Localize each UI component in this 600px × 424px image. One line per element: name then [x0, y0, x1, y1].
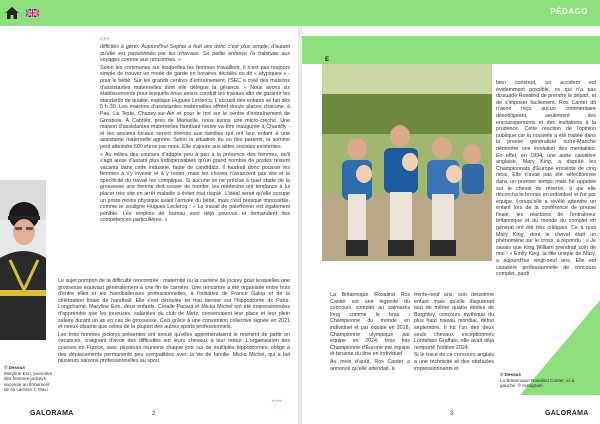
paragraph: bien construit, un accident est évidemment possible, ce qui n'a pas dissuadé Rosalind de prendre le départ, et de s'imposer facilement. Ros Canter dit n'avoir reçu aucun commentaire désobligeant, seulement des encouragements et des invitations à la prudence. Cette réaction de l'opinion publique car la nouvelle a été traitée dans la presse généraliste outre-Manche démontre une évolution des mentalités. En effet, en 1994, une autre cavalière anglaise, Mary King, a disputé les Championnats d'Europe enceinte de cinq mois. Elle n'avait pas été sélectionnée dans un premier temps mais fut appelée sur le cheval de réserve, à qui elle décrocha le bronze en individuel et l'or par équipe. Lorsqu'elle a révélé attendre un enfant lors de la conférence de presse finale, les réactions de l'entraîneur britannique et du monde du complet en général ont été très critiques. Ce à quoi Mary King, dont le cheval était un phénomène sur le cross, a répondu : « Je savais que King William prendrait soin de moi ! » Emily King, la fille unique de Mary, a aujourd'hui vingt-neuf ans. Elle est cavalière professionnelle de concours complet, pardi: [496, 80, 596, 278]
left-text-bottom: [58, 278, 290, 366]
green-band: [302, 36, 600, 64]
paragraph: trente-neuf ans, son deuxième enfant mais qu'elle disputerait tout de même quatre étoiles de Burghley, concours mythique du plus haut niveau mondial, début septembre. Il fut l'un des deux seuls chevaux exceptionnels Lordships Graffalo, elle avait déjà remporté l'édition 2024.: [414, 292, 494, 351]
paragraph: Selon les communes sur lesquelles les femmes travaillent, il n'est pas toujours simple de trouver un mode de garde en horaires décalés ou dit « atypiques » - pour le bébé. Sur les grands centres d'entraînement, l'SEC a créé des maisons d'assistantes maternelles dont elle délègue la gérance. « Nous avons six établissements pour lesquels nous avons conduit les travaux afin de garantir les standards de qualité, explique Hugues Leclercq. L'accueil des enfants se fait dès 5 h 30. Les maisons d'assistantes maternelles offrent douze places chacune, à Pau, La Teste, Chazey-sur-Ain et pour le trot sur le centre d'entraînement de Grosbois. À Cabriès, près de Marseille, nous avons une micro-crèche. Une maison d'assistantes maternelles flambant neuve va être inaugurée à Chantilly - et les anciens locaux seront donnés aux familles qui ont leur enfant à une assistante maternelle agréée. Selon la situation du ou des parents, la somme peut atteindre 600 euros par mois. Elle s'ajoute aux aides sociales existantes.: [100, 64, 290, 150]
paragraph: La Britannique Rosalind Ros Canter est une légende du concours complet au palmarès long comme le bras : Championne du monde en individuel et par équipe en 2018, Championne olympique par équipe en 2024, trois fois Championne d'Europe par équipe et tenante du titre en individuel.: [330, 292, 410, 358]
magazine-logo: GALORAMA: [30, 410, 74, 417]
top-bar: [0, 0, 600, 26]
paragraph: Le sujet pompon de la difficulté rencontrée : maternité ou la carrière de jockey pour lesquelles une grossesse équivaut généralement à une fin de carrière. Une rencontre a été organisée entre trois d'entre elles et les handballeuses professionnelles, à l'initiative de France Galop et de la célébration finale de handball. Elle s'est déroulée en mai dernier sur l'hippodrome de Paris-Longchamp. Maryline Eon, deux enfants, Coralie Pacaut et Micka Michel ont été impressionnées d'apprendre que les joueuses, salariées du club de Metz, conservaient leur place et leur plein salaire durant un an en cas de grossesse. Ceci grâce à une convention collective signée en 2021 et mieux-disante que celles de la plupart des autres sports professionnels.: [58, 278, 290, 331]
dots-ornament-bottom: •••: [272, 398, 283, 405]
right-text-column: [496, 80, 596, 279]
right-text-mid2: [414, 292, 494, 373]
caption-credit: © Dessus: [500, 372, 522, 377]
left-text-top: [100, 44, 290, 225]
drop-letter: E: [325, 57, 330, 63]
right-caption: [500, 372, 590, 389]
paragraph: difficiles à gérer. Aujourd'hui Sophie a huit ans donc c'est plus simple, d'autant qu'elle est passionnée par les chevaux. Sa petite enfance l'a habituée aux voyages comme aux rencontres. »: [100, 44, 290, 64]
dots-ornament: •••: [100, 36, 111, 43]
riders-photo: [322, 64, 492, 261]
caption-credit: © Dessus: [4, 365, 26, 370]
home-icon[interactable]: [5, 7, 19, 19]
section-title: PÉDAGO: [550, 7, 588, 16]
page-number: 2: [152, 411, 156, 417]
paragraph: Si le tracé de ce concours anglais a une technicité et des obstacles impressionnants et: [414, 352, 494, 372]
page-number: 3: [450, 411, 454, 417]
caption-text: Maryline Eon, pionnière des femmes-jockeys enceinte au firmament de sa carrière © Maxi: [4, 370, 53, 393]
paragraph: Les trois femmes jockeys présentes ont avoué qu'elles appréhendaient le moment de partir en vacances, craignant d'avoir des difficultés sur leurs chevaux à leur retour. L'organisation des courses en France, avec plusieurs réunions chaque jour sur de multiples hippodromes, oblige à des déplacements permanents peu compatibles avec la vie de famille. Micka Michel, qui a fait plusieurs saisons professionnelles au sport.: [58, 331, 290, 365]
jockey-photo: [0, 180, 46, 340]
uk-flag-icon[interactable]: [26, 9, 39, 17]
right-text-mid: [330, 292, 410, 373]
magazine-logo: GALORAMA: [545, 410, 589, 417]
paragraph: « Au milieu des courses d'adapte peu à peu à la présence des femmes, qu'il s'agit aussi d'autant plus indispensables qu'un grand nombre de postes restent vacants dans cette industrie, faute de candidats. Il faudrait donc pousser les femmes à s'y investir et à y rester, mais les choses n'avancent pas vite et la spécificité du travail les complique. Si aucune loi ne précise à quel stade de la grossesse une femme doit cesser de monter, les médecins ont tendance à lui placer très vite en arrêt maladie à éviter tout risque. L'idéal serait qu'elle occupe un poste moins physique avant l'arrivée du bébé, mais c'est presque impossible, comme le souligne Hugues Leclercq : « Le travail de palefrenier est également pénible. Les emplois de bureau sont déjà pourvus et demandent des compétences particulières. »: [100, 151, 290, 224]
caption-text: La Britannique Rosalind Canter, ici à gauche. © Instagram: [500, 377, 575, 389]
left-caption: [4, 365, 54, 393]
paragraph: Au mois d'août, Ros Canter a annoncé qu'elle attendait, à: [330, 358, 410, 372]
